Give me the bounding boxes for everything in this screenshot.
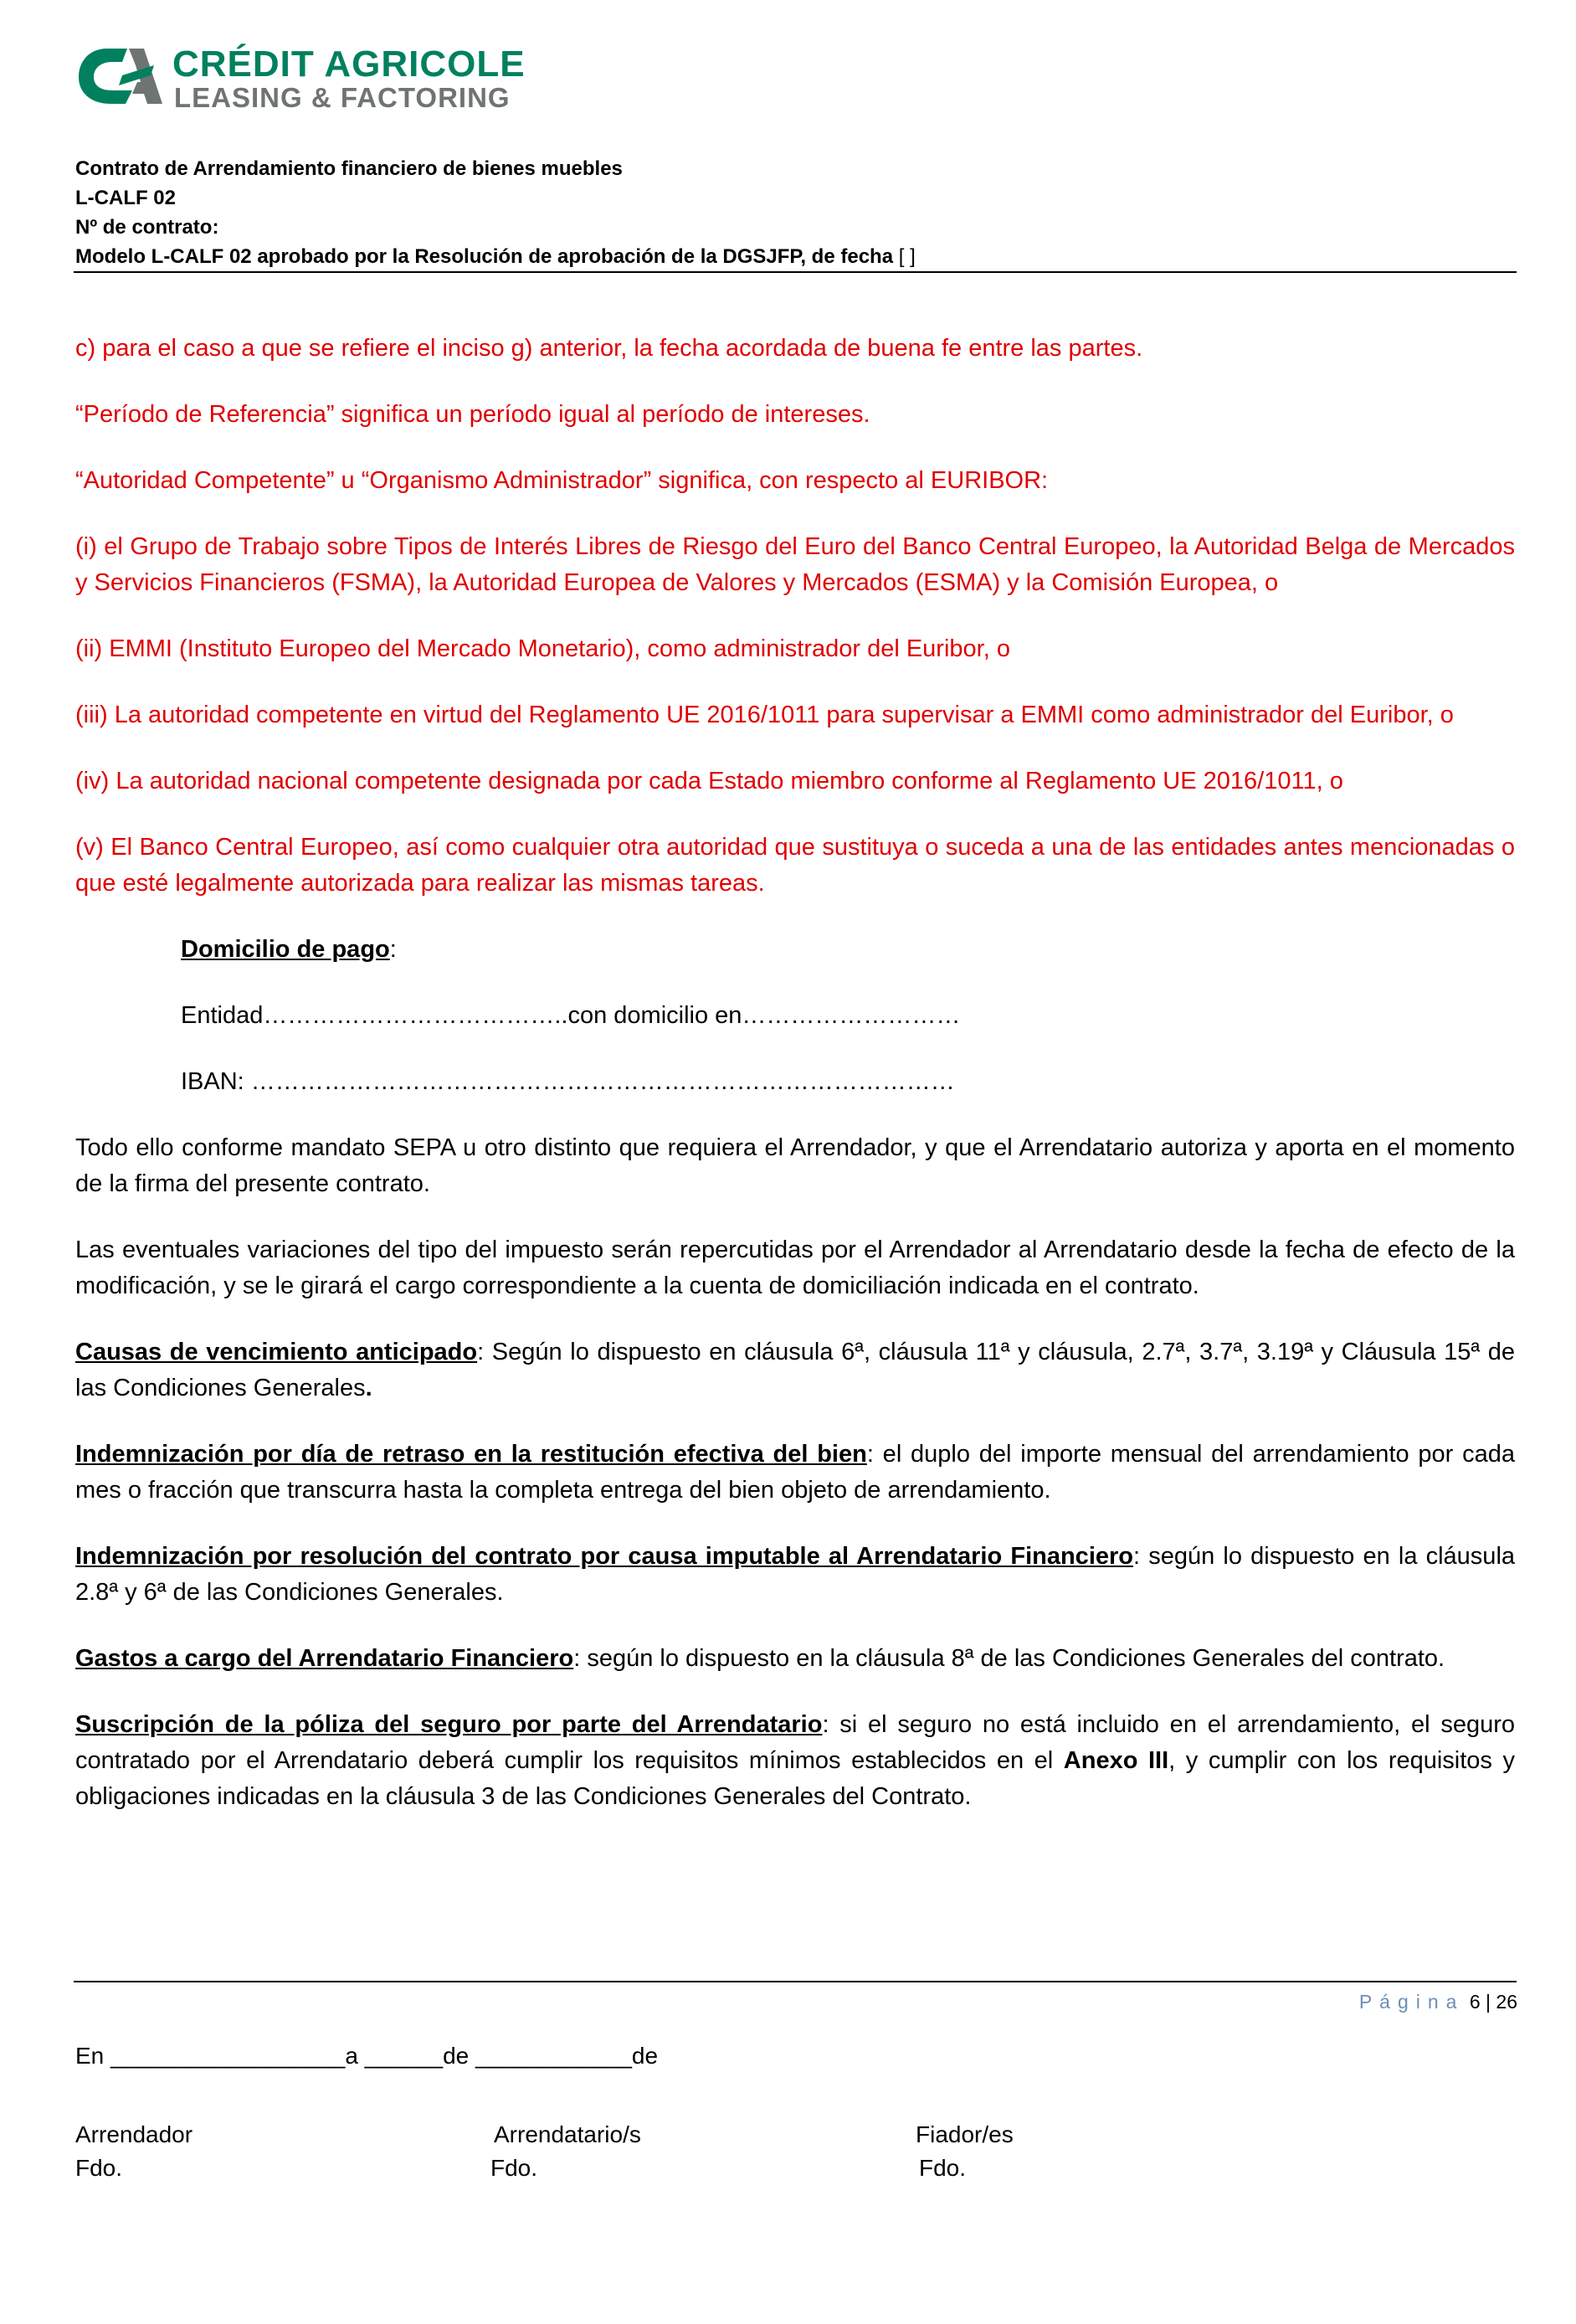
header-contract-number: Nº de contrato: xyxy=(75,216,219,239)
signature-place-date: En __________________a ______de ____________de xyxy=(75,2043,659,2069)
company-logo xyxy=(74,42,576,117)
header-divider xyxy=(74,271,1517,273)
poliza-title: Suscripción de la póliza del seguro por parte del Arrendatario xyxy=(75,1711,823,1738)
page-count: 6 | 26 xyxy=(1464,1991,1517,2013)
paragraph-iii: (iii) La autoridad competente en virtud del Reglamento UE 2016/1011 para supervisar a EMMI como administrador del Euribor, o xyxy=(75,702,1454,728)
causas-end: . xyxy=(365,1375,372,1401)
header-model: L-CALF 02 xyxy=(75,187,176,209)
poliza-text-1: : si el seguro no está incluido en el arrendamiento, el seguro contratado por el Arrendatario deberá cumplir los requisitos mínimos establecidos en el xyxy=(75,1711,1516,1774)
fdo-arrendatario: Fdo. xyxy=(490,2155,538,2181)
causas-title: Causas de vencimiento anticipado xyxy=(75,1339,478,1365)
indem1-title: Indemnización por día de retraso en la restitución efectiva del bien xyxy=(75,1441,867,1468)
paragraph-autoridad: “Autoridad Competente” u “Organismo Administrador” significa, con respecto al EURIBOR: xyxy=(75,467,1049,494)
signer-arrendatario: Arrendatario/s xyxy=(494,2121,641,2147)
brand-line-2: LEASING & FACTORING xyxy=(174,82,511,113)
ca-logo-icon xyxy=(74,42,166,109)
paragraph-i: (i) el Grupo de Trabajo sobre Tipos de Interés Libres de Riesgo del Euro del Banco Central Europeo, la Autoridad Belga de Mercados y Servicios Financieros (FSMA), la Autoridad Europea de Valores y Mercados (ESMA) y la Comisión Europea, o xyxy=(75,533,1515,596)
domicilio-title: Domicilio de pago xyxy=(181,936,390,963)
gastos-title: Gastos a cargo del Arrendatario Financiero xyxy=(75,1645,574,1672)
paragraph-indemnizacion-retraso xyxy=(75,1437,1515,1509)
domicilio-heading xyxy=(75,932,1515,968)
page-number xyxy=(1359,1991,1517,2013)
paragraph-iv: (iv) La autoridad nacional competente designada por cada Estado miembro conforme al Reglamento UE 2016/1011, o xyxy=(75,768,1343,794)
fdo-arrendador: Fdo. xyxy=(75,2155,123,2181)
fdo-fiador: Fdo. xyxy=(919,2155,967,2181)
entidad-field: Entidad………………………………..con domicilio en……………………… xyxy=(181,1002,961,1029)
signer-fiador: Fiador/es xyxy=(916,2121,1014,2147)
document-header xyxy=(75,154,1515,271)
paragraph-v: (v) El Banco Central Europeo, así como cualquier otra autoridad que sustituya o suceda a una de las entidades antes mencionadas o que esté legalmente autorizada para realizar las mismas tareas. xyxy=(75,834,1515,897)
paragraph-sepa: Todo ello conforme mandato SEPA u otro distinto que requiera el Arrendador, y que el Arrendatario autoriza y aporta en el momento de la firma del presente contrato. xyxy=(75,1134,1515,1197)
indem2-title: Indemnización por resolución del contrato por causa imputable al Arrendatario Financiero xyxy=(75,1543,1134,1570)
paragraph-causas xyxy=(75,1334,1515,1406)
indem2-text: : según lo dispuesto en la cláusula 2.8ª y 6ª de las Condiciones Generales. xyxy=(75,1543,1516,1606)
header-date-bracket: [ ] xyxy=(893,245,916,268)
iban-field: IBAN: …………………………………………………………………………… xyxy=(181,1068,955,1095)
paragraph-periodo: “Período de Referencia” significa un período igual al período de intereses. xyxy=(75,401,870,428)
paragraph-c: c) para el caso a que se refiere el inciso g) anterior, la fecha acordada de buena fe entre las partes. xyxy=(75,335,1143,362)
paragraph-ii: (ii) EMMI (Instituto Europeo del Mercado Monetario), como administrador del Euribor, o xyxy=(75,635,1010,662)
paragraph-gastos xyxy=(75,1641,1515,1677)
paragraph-poliza xyxy=(75,1707,1515,1815)
signer-arrendador: Arrendador xyxy=(75,2121,193,2147)
poliza-text-2: , y cumplir con los requisitos y obligaciones indicadas en la cláusula 3 de las Condiciones Generales del Contrato. xyxy=(75,1747,1515,1810)
document-body xyxy=(75,331,1515,1815)
page-label: Página xyxy=(1358,1991,1465,2013)
paragraph-impuesto: Las eventuales variaciones del tipo del impuesto serán repercutidas por el Arrendador al Arrendatario desde la fecha de efecto de la modificación, y se le girará el cargo correspondiente a la cuenta de domiciliación indicada en el contrato. xyxy=(75,1237,1515,1299)
poliza-annex: Anexo III xyxy=(1063,1747,1169,1774)
domicilio-colon: : xyxy=(389,936,397,963)
paragraph-indemnizacion-resolucion xyxy=(75,1539,1515,1611)
footer-divider xyxy=(74,1981,1517,1982)
header-resolution-text: Modelo L-CALF 02 aprobado por la Resolución de aprobación de la DGSJFP, de fecha xyxy=(75,245,894,268)
header-resolution xyxy=(75,242,1515,271)
indem1-text: : el duplo del importe mensual del arrendamiento por cada mes o fracción que transcurra hasta la completa entrega del bien objeto de arrendamiento. xyxy=(75,1441,1515,1504)
brand-line-1: CRÉDIT AGRICOLE xyxy=(172,44,526,85)
header-title: Contrato de Arrendamiento financiero de bienes muebles xyxy=(75,157,623,180)
causas-text: : Según lo dispuesto en cláusula 6ª, cláusula 11ª y cláusula, 2.7ª, 3.7ª, 3.19ª y Cláusula 15ª de las Condiciones Generales xyxy=(75,1339,1515,1401)
gastos-text: : según lo dispuesto en la cláusula 8ª de las Condiciones Generales del contrato. xyxy=(573,1645,1445,1672)
